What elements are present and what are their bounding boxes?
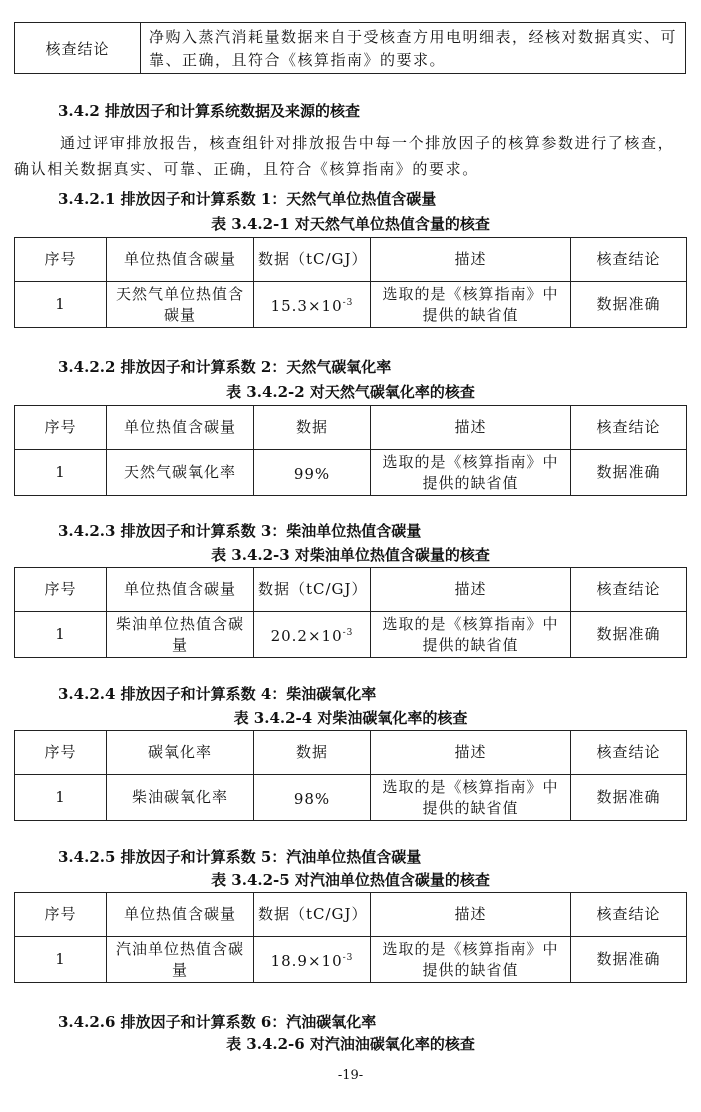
cell-value bbox=[254, 612, 371, 658]
header-item: 单位热值含碳量 bbox=[107, 238, 254, 282]
cell-desc: 选取的是《核算指南》中提供的缺省值 bbox=[371, 612, 571, 658]
block-2-heading: 3.4.2.2 排放因子和计算系数 2：天然气碳氧化率 bbox=[58, 358, 392, 376]
cell-conclusion: 数据准确 bbox=[571, 937, 687, 983]
conclusion-label: 核查结论 bbox=[15, 23, 141, 73]
section-paragraph: 通过评审排放报告，核查组针对排放报告中每一个排放因子的核算参数进行了核查，确认相关数据真实、可靠、正确，且符合《核算指南》的要求。 bbox=[14, 134, 675, 178]
cell-item: 柴油碳氧化率 bbox=[107, 775, 254, 821]
block-4-table bbox=[14, 730, 687, 821]
block-5-caption: 表 3.4.2-5 对汽油单位热值含碳量的核查 bbox=[211, 871, 490, 889]
block-6-heading: 3.4.2.6 排放因子和计算系数 6：汽油碳氧化率 bbox=[58, 1013, 377, 1031]
header-no: 序号 bbox=[15, 731, 107, 775]
value-exponent: -3 bbox=[342, 952, 354, 963]
header-item: 单位热值含碳量 bbox=[107, 568, 254, 612]
block-4-heading: 3.4.2.4 排放因子和计算系数 4：柴油碳氧化率 bbox=[58, 685, 377, 703]
cell-no: 1 bbox=[15, 775, 107, 821]
table-row bbox=[15, 937, 687, 983]
page-number: -19- bbox=[337, 1068, 364, 1083]
block-4-caption: 表 3.4.2-4 对柴油碳氧化率的核查 bbox=[233, 709, 468, 727]
block-3-caption: 表 3.4.2-3 对柴油单位热值含碳量的核查 bbox=[211, 546, 490, 564]
cell-value bbox=[254, 937, 371, 983]
header-conclusion: 核查结论 bbox=[571, 568, 687, 612]
cell-item: 天然气碳氧化率 bbox=[107, 450, 254, 496]
cell-conclusion: 数据准确 bbox=[571, 450, 687, 496]
cell-desc: 选取的是《核算指南》中提供的缺省值 bbox=[371, 450, 571, 496]
header-item: 碳氧化率 bbox=[107, 731, 254, 775]
header-value: 数据（tC/GJ） bbox=[254, 568, 371, 612]
block-2-table bbox=[14, 405, 687, 496]
cell-conclusion: 数据准确 bbox=[571, 775, 687, 821]
cell-desc: 选取的是《核算指南》中提供的缺省值 bbox=[371, 775, 571, 821]
cell-no: 1 bbox=[15, 937, 107, 983]
value-exponent: -3 bbox=[342, 627, 354, 638]
cell-no: 1 bbox=[15, 612, 107, 658]
cell-item: 汽油单位热值含碳量 bbox=[107, 937, 254, 983]
block-5-table bbox=[14, 892, 687, 983]
header-item: 单位热值含碳量 bbox=[107, 406, 254, 450]
cell-item: 柴油单位热值含碳量 bbox=[107, 612, 254, 658]
header-conclusion: 核查结论 bbox=[571, 238, 687, 282]
block-5-heading: 3.4.2.5 排放因子和计算系数 5：汽油单位热值含碳量 bbox=[58, 848, 422, 866]
value-base: 20.2×10 bbox=[270, 626, 343, 645]
block-6-caption: 表 3.4.2-6 对汽油油碳氧化率的核查 bbox=[226, 1035, 475, 1053]
header-no: 序号 bbox=[15, 238, 107, 282]
table-row bbox=[15, 282, 687, 328]
header-value: 数据（tC/GJ） bbox=[254, 893, 371, 937]
block-3-heading: 3.4.2.3 排放因子和计算系数 3：柴油单位热值含碳量 bbox=[58, 522, 422, 540]
section-heading: 3.4.2 排放因子和计算系统数据及来源的核查 bbox=[58, 102, 360, 120]
header-value: 数据 bbox=[254, 406, 371, 450]
value-exponent: -3 bbox=[342, 297, 354, 308]
block-3-table bbox=[14, 567, 687, 658]
cell-value bbox=[254, 450, 371, 496]
header-conclusion: 核查结论 bbox=[571, 893, 687, 937]
table-row bbox=[15, 775, 687, 821]
header-value: 数据 bbox=[254, 731, 371, 775]
cell-value bbox=[254, 775, 371, 821]
cell-item: 天然气单位热值含碳量 bbox=[107, 282, 254, 328]
header-desc: 描述 bbox=[371, 893, 571, 937]
table-row bbox=[15, 612, 687, 658]
cell-no: 1 bbox=[15, 282, 107, 328]
cell-no: 1 bbox=[15, 450, 107, 496]
value-base: 15.3×10 bbox=[270, 296, 343, 315]
header-desc: 描述 bbox=[371, 238, 571, 282]
value-base: 18.9×10 bbox=[270, 951, 343, 970]
cell-conclusion: 数据准确 bbox=[571, 282, 687, 328]
cell-desc: 选取的是《核算指南》中提供的缺省值 bbox=[371, 937, 571, 983]
header-no: 序号 bbox=[15, 406, 107, 450]
header-item: 单位热值含碳量 bbox=[107, 893, 254, 937]
cell-desc: 选取的是《核算指南》中提供的缺省值 bbox=[371, 282, 571, 328]
value-base: 98% bbox=[293, 789, 331, 808]
block-1-caption: 表 3.4.2-1 对天然气单位热值含量的核查 bbox=[211, 215, 490, 233]
value-base: 99% bbox=[293, 464, 331, 483]
block-1-heading: 3.4.2.1 排放因子和计算系数 1：天然气单位热值含碳量 bbox=[58, 190, 437, 208]
header-desc: 描述 bbox=[371, 731, 571, 775]
header-no: 序号 bbox=[15, 893, 107, 937]
cell-value bbox=[254, 282, 371, 328]
header-value: 数据（tC/GJ） bbox=[254, 238, 371, 282]
cell-conclusion: 数据准确 bbox=[571, 612, 687, 658]
conclusion-box bbox=[14, 22, 686, 74]
header-conclusion: 核查结论 bbox=[571, 406, 687, 450]
table-row bbox=[15, 450, 687, 496]
conclusion-text: 净购入蒸汽消耗量数据来自于受核查方用电明细表，经核对数据真实、可靠、正确，且符合《核算指南》的要求。 bbox=[149, 28, 678, 69]
header-desc: 描述 bbox=[371, 406, 571, 450]
header-desc: 描述 bbox=[371, 568, 571, 612]
block-1-table bbox=[14, 237, 687, 328]
block-2-caption: 表 3.4.2-2 对天然气碳氧化率的核查 bbox=[226, 383, 475, 401]
header-no: 序号 bbox=[15, 568, 107, 612]
header-conclusion: 核查结论 bbox=[571, 731, 687, 775]
